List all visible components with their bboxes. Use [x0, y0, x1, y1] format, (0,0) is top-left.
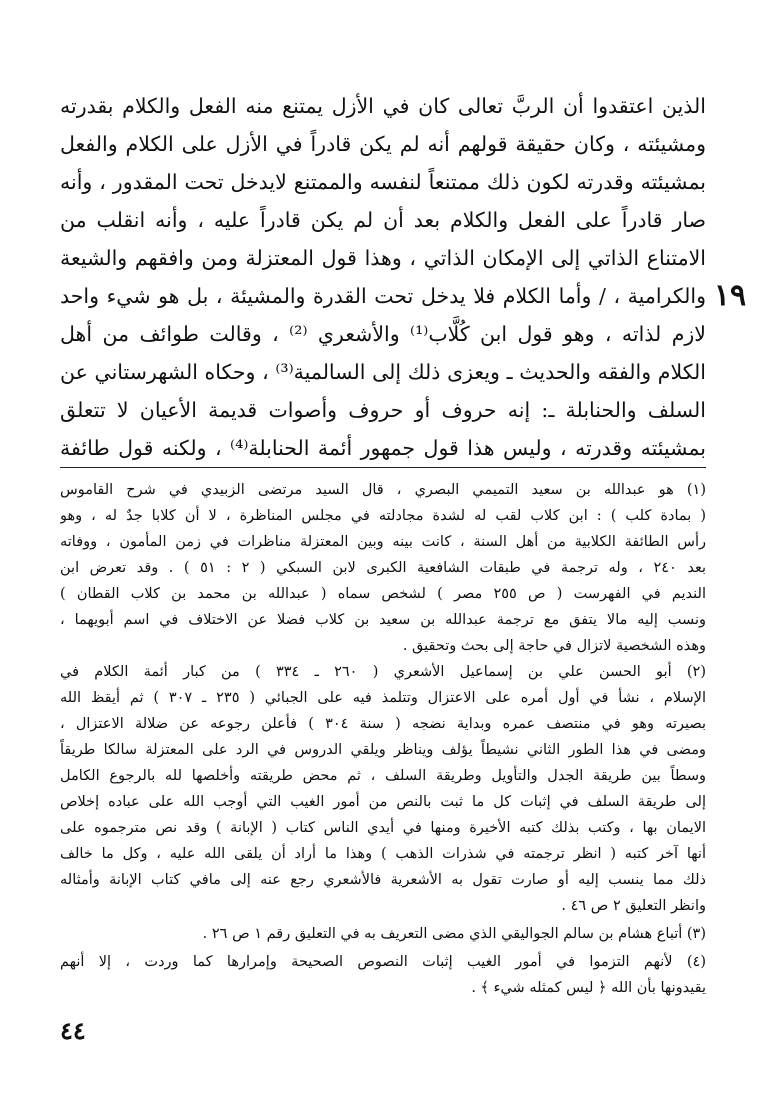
body-line: الامتناع الذاتي إلى الإمكان الذاتي ، وهذا قول المعتزلة ومن وافقهم والشيعة — [60, 246, 706, 270]
body-line: الذين اعتقدوا أن الربَّ تعالى كان في الأزل يمتنع منه الفعل والكلام بقدرته — [60, 94, 706, 118]
body-line: ومشيئته ، وكان حقيقة قولهم أنه لم يكن قادراً في الأزل على الكلام والفعل — [60, 132, 706, 156]
body-line: لازم لذاته ، وهو قول ابن كُلَّاب⁽¹⁾ والأشعري ⁽²⁾ ، وقالت طوائف من أهل — [60, 322, 706, 346]
body-line: بمشيئته وقدرته ، وليس هذا قول جمهور أئمة الحنابلة⁽⁴⁾ ، ولكنه قول طائفة — [60, 436, 706, 460]
footnote-line: ذلك مما ينسب إليه أو صارت تقول به الأشعرية فالأشعري رجع عنه إلى مافي كتاب الإبانة وأمثاله — [60, 872, 706, 888]
footnote-line: (٢) أبو الحسن علي بن إسماعيل الأشعري ( ٢٦٠ ـ ٣٣٤ ) من كبار أئمة الكلام في — [60, 664, 706, 680]
page-number: ٤٤ — [60, 1016, 86, 1045]
body-line: صار قادراً على الفعل والكلام بعد أن لم يكن قادراً عليه ، وأنه انقلب من — [60, 208, 706, 232]
footnote-line: إلى طريقة السلف في إثبات كل ما ثبت بالنص من أمور الغيب التي أوجب الله على عباده إخلاص — [60, 794, 706, 810]
footnote-line: أنها آخر كتبه ( انظر ترجمته في شذرات الذهب ) وهذا ما أراد أن يلقى الله عليه ، وكل ما خالف — [60, 846, 706, 862]
footnote-line: (٣) أتباع هشام بن سالم الجواليقي الذي مضى التعريف به في التعليق رقم ١ ص ٢٦ . — [202, 926, 706, 942]
footnote-line: وانظر التعليق ٢ ص ٤٦ . — [561, 898, 706, 914]
footnote-line: يقيدونها بأن الله ﴿ ليس كمثله شيء ﴾ . — [471, 980, 706, 996]
footnote-line: ونسب إليه مالا يتفق مع ترجمة عبدالله بن سعيد بن كلاب فضلا عن الاختلاف في اسم أبويهما ، — [60, 612, 706, 628]
footnote-line: (١) هو عبدالله بن سعيد التميمي البصري ، قال السيد مرتضى الزبيدي في شرح القاموس — [60, 482, 706, 498]
footnote-separator — [60, 467, 706, 468]
footnote-line: النديم في الفهرست ( ص ٢٥٥ مصر ) لشخص سماه ( عبدالله بن محمد بن كلاب القطان ) — [60, 586, 706, 602]
footnote-line: ومضى في هذا الطور الثاني نشيطاً يؤلف ويناظر ويلقي الدروس في الرد على المعتزلة سالكا طريقاً — [60, 742, 706, 758]
footnote-line: ( بمادة كلب ) : ابن كلاب لقب له لشدة مجادلته في مجلس المناظرة ، لا أن كلابا جدٌ له ، وهو — [60, 508, 706, 524]
body-line: السلف والحنابلة ـ: إنه حروف أو حروف وأصوات قديمة الأعيان لا تتعلق — [60, 398, 706, 422]
body-line: بمشيئته وقدرته لكون ذلك ممتنعاً لنفسه والممتنع لايدخل تحت المقدور ، وأنه — [60, 170, 706, 194]
body-line: الكلام والفقه والحديث ـ ويعزى ذلك إلى السالمية⁽³⁾ ، وحكاه الشهرستاني عن — [60, 360, 706, 384]
footnote-line: (٤) لأنهم التزموا في أمور الغيب إثبات النصوص الصحيحة وإمرارها كما وردت ، إلا أنهم — [60, 954, 706, 970]
footnote-line: الايمان بها ، وكتب بذلك كتبه الأخيرة ومنها في أيدي الناس كتاب ( الإبانة ) وقد نص مترجموه على — [60, 820, 706, 836]
footnote-line: وهذه الشخصية لاتزال في حاجة إلى بحث وتحقيق . — [402, 638, 706, 654]
footnote-line: وسطاً بين طريقة الجدل والتأويل وطريقة السلف ، ثم محض طريقته وأخلصها لله بالرجوع الكامل — [60, 768, 706, 784]
footnote-line: بعد ٢٤٠ ، وله ترجمة في طبقات الشافعية الكبرى لابن السبكي ( ٢ : ٥١ ) . وقد تعرض ابن — [60, 560, 706, 576]
footnote-line: رأس الطائفة الكلابية من أهل السنة ، كانت بينه وبين المعتزلة مناظرات في زمن المأمون ، ووفاته — [60, 534, 706, 550]
original-page-marker: ١٩ — [713, 278, 747, 313]
footnote-line: بصيرته وهو في منتصف عمره وبداية نضجه ( سنة ٣٠٤ ) فأعلن رجوعه عن ضلالة الاعتزال ، — [60, 716, 706, 732]
footnote-line: الإسلام ، نشأ في أول أمره على الاعتزال وتتلمذ فيه على الجبائي ( ٢٣٥ ـ ٣٠٧ ) ثم أيقظ الله — [60, 690, 706, 706]
body-line: والكرامية ، / وأما الكلام فلا يدخل تحت القدرة والمشيئة ، بل هو شيء واحد — [60, 284, 706, 308]
